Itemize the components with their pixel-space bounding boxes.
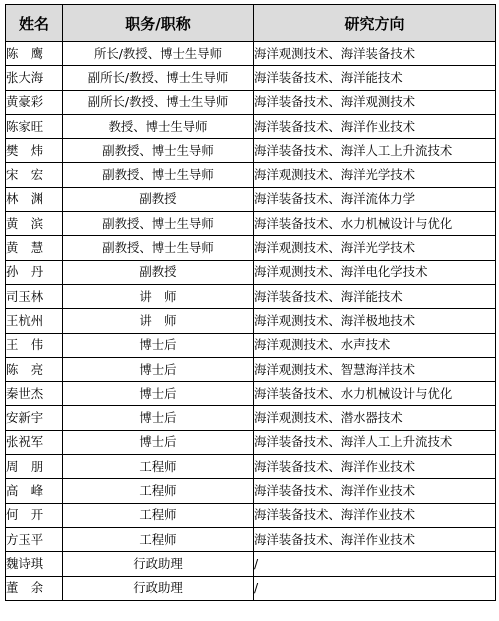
cell-direction: 海洋装备技术、海洋能技术 <box>254 284 496 308</box>
table-row <box>6 90 496 114</box>
cell-direction: 海洋装备技术、海洋能技术 <box>254 66 496 90</box>
staff-table <box>5 4 496 601</box>
header-name: 姓名 <box>6 5 63 42</box>
cell-direction: 海洋观测技术、海洋电化学技术 <box>254 260 496 284</box>
table-row <box>6 260 496 284</box>
cell-name: 黄豪彩 <box>6 90 63 114</box>
cell-title: 工程师 <box>63 527 254 551</box>
cell-name: 陈 亮 <box>6 357 63 381</box>
table-row <box>6 163 496 187</box>
cell-name: 魏诗琪 <box>6 552 63 576</box>
table-row <box>6 66 496 90</box>
table-row <box>6 309 496 333</box>
table-row <box>6 455 496 479</box>
cell-name: 王杭州 <box>6 309 63 333</box>
cell-name: 张大海 <box>6 66 63 90</box>
cell-title: 博士后 <box>63 382 254 406</box>
cell-direction: 海洋观测技术、海洋光学技术 <box>254 236 496 260</box>
cell-name: 宋 宏 <box>6 163 63 187</box>
cell-name: 陈家旺 <box>6 114 63 138</box>
cell-name: 高 峰 <box>6 479 63 503</box>
cell-name: 周 朋 <box>6 455 63 479</box>
cell-title: 副教授、博士生导师 <box>63 236 254 260</box>
cell-direction: 海洋装备技术、海洋作业技术 <box>254 527 496 551</box>
cell-direction: 海洋装备技术、海洋流体力学 <box>254 187 496 211</box>
table-row <box>6 333 496 357</box>
cell-title: 副教授 <box>63 187 254 211</box>
cell-name: 安新宇 <box>6 406 63 430</box>
table-row <box>6 187 496 211</box>
table-row <box>6 430 496 454</box>
header-title: 职务/职称 <box>63 5 254 42</box>
cell-direction: 海洋观测技术、水声技术 <box>254 333 496 357</box>
cell-name: 张祝军 <box>6 430 63 454</box>
cell-title: 副所长/教授、博士生导师 <box>63 90 254 114</box>
table-body <box>6 42 496 601</box>
table-row <box>6 552 496 576</box>
cell-title: 讲 师 <box>63 284 254 308</box>
cell-title: 工程师 <box>63 455 254 479</box>
cell-title: 副教授、博士生导师 <box>63 139 254 163</box>
cell-direction: 海洋观测技术、海洋极地技术 <box>254 309 496 333</box>
cell-title: 副教授、博士生导师 <box>63 163 254 187</box>
table-row <box>6 479 496 503</box>
cell-direction: 海洋装备技术、水力机械设计与优化 <box>254 382 496 406</box>
cell-title: 副教授、博士生导师 <box>63 212 254 236</box>
cell-name: 黄 滨 <box>6 212 63 236</box>
table-row <box>6 357 496 381</box>
cell-name: 林 渊 <box>6 187 63 211</box>
cell-name: 孙 丹 <box>6 260 63 284</box>
cell-direction: 海洋装备技术、海洋作业技术 <box>254 114 496 138</box>
cell-name: 何 开 <box>6 503 63 527</box>
cell-title: 副教授 <box>63 260 254 284</box>
cell-direction: 海洋观测技术、智慧海洋技术 <box>254 357 496 381</box>
cell-name: 董 余 <box>6 576 63 600</box>
header-row <box>6 5 496 42</box>
cell-name: 黄 慧 <box>6 236 63 260</box>
cell-title: 所长/教授、博士生导师 <box>63 42 254 66</box>
table-row <box>6 42 496 66</box>
cell-name: 樊 炜 <box>6 139 63 163</box>
cell-direction: 海洋装备技术、海洋人工上升流技术 <box>254 139 496 163</box>
cell-name: 方玉平 <box>6 527 63 551</box>
cell-name: 司玉林 <box>6 284 63 308</box>
cell-direction: 海洋装备技术、水力机械设计与优化 <box>254 212 496 236</box>
cell-direction: 海洋装备技术、海洋观测技术 <box>254 90 496 114</box>
cell-direction: 海洋观测技术、海洋光学技术 <box>254 163 496 187</box>
cell-title: 工程师 <box>63 503 254 527</box>
table-row <box>6 284 496 308</box>
cell-title: 行政助理 <box>63 552 254 576</box>
header-direction: 研究方向 <box>254 5 496 42</box>
table-row <box>6 139 496 163</box>
cell-direction: 海洋观测技术、海洋装备技术 <box>254 42 496 66</box>
cell-title: 讲 师 <box>63 309 254 333</box>
table-row <box>6 212 496 236</box>
table-row <box>6 576 496 600</box>
table-row <box>6 503 496 527</box>
cell-title: 博士后 <box>63 357 254 381</box>
cell-title: 博士后 <box>63 406 254 430</box>
cell-direction: 海洋装备技术、海洋作业技术 <box>254 479 496 503</box>
cell-direction: 海洋装备技术、海洋作业技术 <box>254 455 496 479</box>
table-row <box>6 236 496 260</box>
cell-name: 陈 鹰 <box>6 42 63 66</box>
table-row <box>6 382 496 406</box>
cell-name: 王 伟 <box>6 333 63 357</box>
cell-direction: 海洋观测技术、潜水器技术 <box>254 406 496 430</box>
cell-title: 副所长/教授、博士生导师 <box>63 66 254 90</box>
table-row <box>6 114 496 138</box>
cell-title: 行政助理 <box>63 576 254 600</box>
cell-title: 博士后 <box>63 333 254 357</box>
cell-title: 工程师 <box>63 479 254 503</box>
cell-direction: 海洋装备技术、海洋人工上升流技术 <box>254 430 496 454</box>
table-row <box>6 406 496 430</box>
cell-name: 秦世杰 <box>6 382 63 406</box>
cell-direction: / <box>254 552 496 576</box>
cell-direction: / <box>254 576 496 600</box>
cell-direction: 海洋装备技术、海洋作业技术 <box>254 503 496 527</box>
cell-title: 博士后 <box>63 430 254 454</box>
table-row <box>6 527 496 551</box>
cell-title: 教授、博士生导师 <box>63 114 254 138</box>
